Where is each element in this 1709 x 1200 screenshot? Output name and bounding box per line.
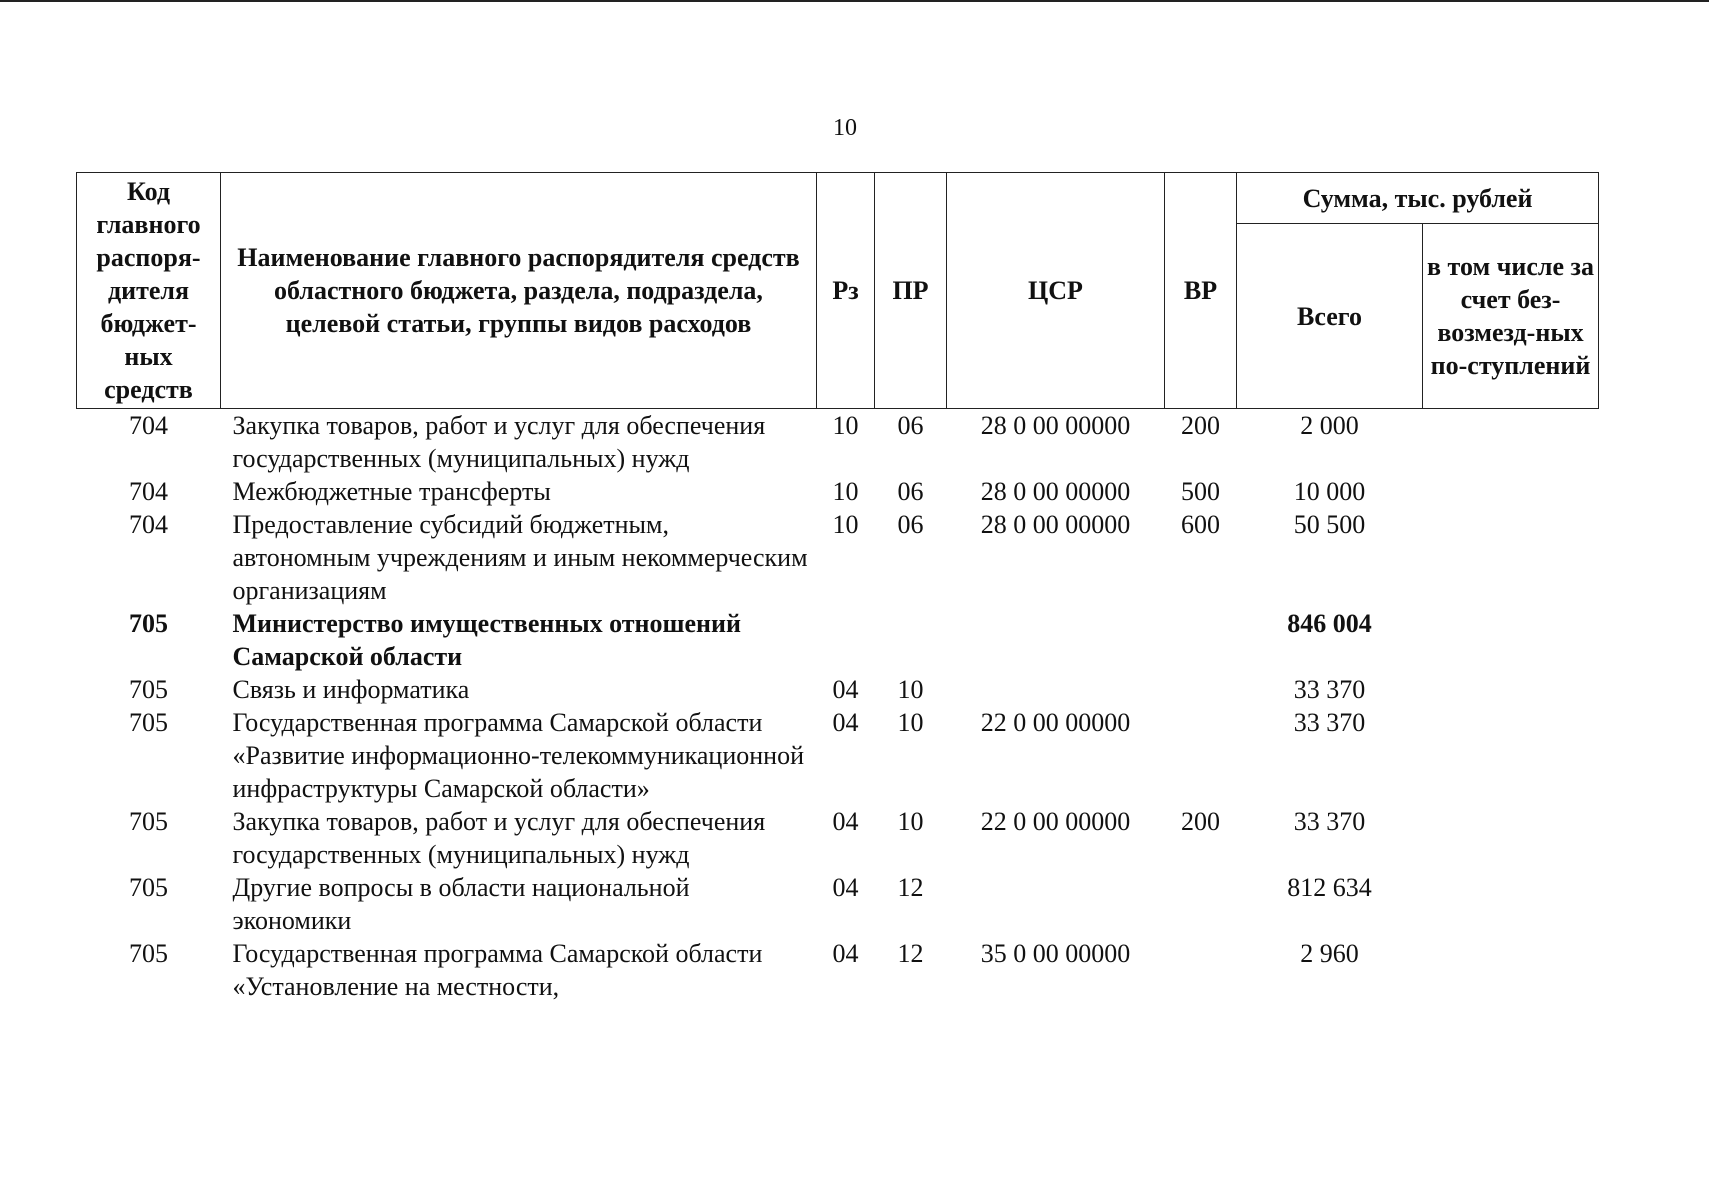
cell-csr: [947, 607, 1165, 673]
header-pr: ПР: [875, 173, 947, 409]
cell-total: 33 370: [1293, 807, 1366, 836]
cell-csr: 28 0 00 00000: [980, 411, 1131, 440]
cell-csr: [947, 673, 1165, 706]
cell-incl: [1423, 706, 1599, 805]
cell-total: 812 634: [1287, 873, 1372, 902]
cell-csr: 28 0 00 00000: [980, 477, 1131, 506]
cell-incl: [1423, 673, 1599, 706]
budget-table: [76, 172, 1599, 1003]
cell-code: 704: [129, 411, 168, 440]
page-number: 10: [833, 115, 857, 141]
header-code: Код главного распоря-дителя бюджет-ных средств: [77, 173, 221, 409]
cell-rz: [817, 607, 875, 673]
cell-name: Государственная программа Самарской области «Установление на местности,: [232, 939, 763, 1001]
cell-pr: 10: [897, 708, 924, 737]
cell-code: 705: [129, 675, 168, 704]
cell-code: 704: [129, 477, 168, 506]
cell-rz: 04: [832, 873, 859, 902]
cell-pr: 10: [897, 675, 924, 704]
cell-csr: 22 0 00 00000: [980, 708, 1131, 737]
table-row: [77, 706, 1599, 805]
cell-code: 705: [129, 807, 168, 836]
cell-csr: [947, 871, 1165, 937]
cell-pr: 06: [897, 477, 924, 506]
table-row: [77, 508, 1599, 607]
cell-pr: [875, 607, 947, 673]
cell-incl: [1423, 607, 1599, 673]
cell-name: Другие вопросы в области национальной экономики: [232, 873, 690, 935]
cell-rz: 10: [832, 477, 859, 506]
cell-total: 33 370: [1293, 675, 1366, 704]
cell-pr: 06: [897, 411, 924, 440]
cell-incl: [1423, 508, 1599, 607]
page-top-edge: [0, 0, 1709, 2]
table-row: [77, 607, 1599, 673]
cell-code: 704: [129, 510, 168, 539]
cell-incl: [1423, 937, 1599, 1003]
cell-rz: 10: [832, 510, 859, 539]
cell-vr: 200: [1181, 411, 1220, 440]
header-total: Всего: [1237, 224, 1423, 409]
cell-vr: 500: [1181, 477, 1220, 506]
header-name: Наименование главного распорядителя средств областного бюджета, раздела, подраздела, целевой статьи, группы видов расходов: [221, 173, 817, 409]
cell-name: Государственная программа Самарской области «Развитие информационно-телекоммуникационной инфраструктуры Самарской области»: [232, 708, 805, 803]
table-row: [77, 409, 1599, 476]
cell-total: 10 000: [1293, 477, 1366, 506]
cell-rz: 04: [832, 807, 859, 836]
cell-incl: [1423, 409, 1599, 476]
cell-vr: [1165, 706, 1237, 805]
table-row: [77, 937, 1599, 1003]
header-vr: ВР: [1165, 173, 1237, 409]
cell-rz: 10: [832, 411, 859, 440]
cell-vr: 600: [1181, 510, 1220, 539]
table-header: [77, 173, 1599, 409]
cell-name: Закупка товаров, работ и услуг для обеспечения государственных (муниципальных) нужд: [232, 807, 766, 869]
cell-total: 2 000: [1300, 411, 1359, 440]
cell-incl: [1423, 871, 1599, 937]
table-row: [77, 475, 1599, 508]
cell-pr: 10: [897, 807, 924, 836]
header-incl: в том числе за счет без-возмезд-ных по-ступлений: [1423, 224, 1599, 409]
cell-incl: [1423, 805, 1599, 871]
cell-code: 705: [129, 609, 168, 638]
cell-total: 2 960: [1300, 939, 1359, 968]
cell-csr: 28 0 00 00000: [980, 510, 1131, 539]
cell-name: Закупка товаров, работ и услуг для обеспечения государственных (муниципальных) нужд: [232, 411, 766, 473]
cell-pr: 12: [897, 939, 924, 968]
cell-pr: 06: [897, 510, 924, 539]
table-row: [77, 871, 1599, 937]
cell-code: 705: [129, 873, 168, 902]
header-rz: Рз: [817, 173, 875, 409]
header-sum-group: Сумма, тыс. рублей: [1237, 173, 1599, 224]
cell-vr: [1165, 673, 1237, 706]
cell-csr: 35 0 00 00000: [980, 939, 1131, 968]
cell-total: 33 370: [1293, 708, 1366, 737]
cell-incl: [1423, 475, 1599, 508]
cell-name: Связь и информатика: [232, 675, 470, 704]
cell-vr: [1165, 937, 1237, 1003]
table-row: [77, 805, 1599, 871]
header-csr: ЦСР: [947, 173, 1165, 409]
cell-code: 705: [129, 939, 168, 968]
cell-total: 846 004: [1287, 609, 1372, 638]
cell-name: Предоставление субсидий бюджетным, автономным учреждениям и иным некоммерческим организациям: [232, 510, 808, 605]
table-body: [77, 409, 1599, 1004]
cell-rz: 04: [832, 939, 859, 968]
cell-csr: 22 0 00 00000: [980, 807, 1131, 836]
cell-pr: 12: [897, 873, 924, 902]
cell-rz: 04: [832, 675, 859, 704]
cell-code: 705: [129, 708, 168, 737]
cell-name: Министерство имущественных отношений Самарской области: [232, 609, 741, 671]
cell-vr: [1165, 607, 1237, 673]
cell-vr: [1165, 871, 1237, 937]
cell-total: 50 500: [1293, 510, 1366, 539]
cell-name: Межбюджетные трансферты: [232, 477, 551, 506]
table-row: [77, 673, 1599, 706]
cell-rz: 04: [832, 708, 859, 737]
cell-vr: 200: [1181, 807, 1220, 836]
